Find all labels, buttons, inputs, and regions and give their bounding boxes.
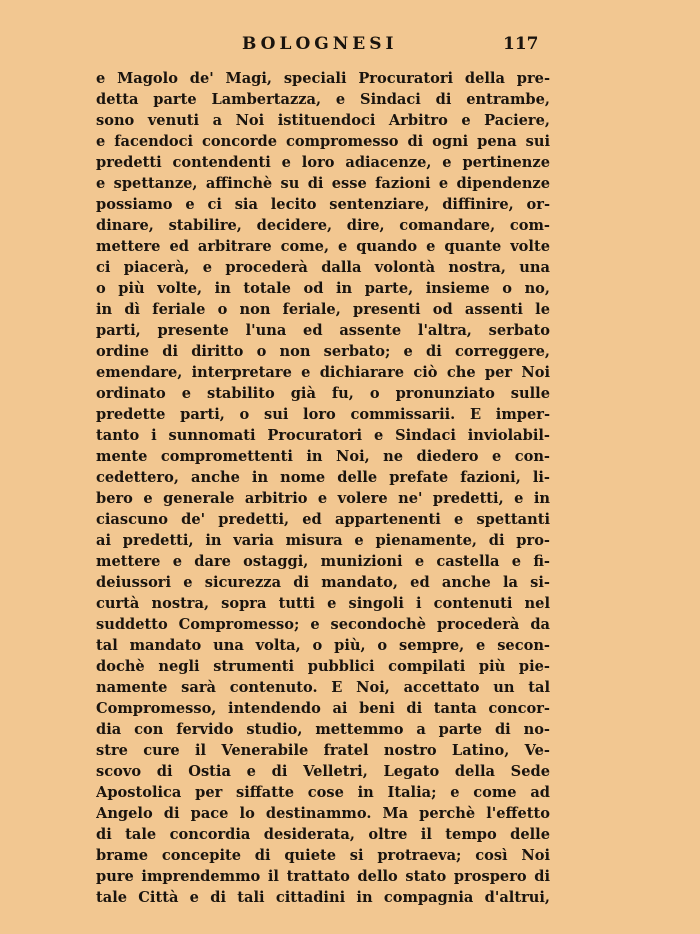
text-line: stre cure il Venerabile fratel nostro Latino, Ve- (96, 742, 550, 759)
text-line: bero e generale arbitrio e volere ne' predetti, e in (96, 490, 550, 507)
text-line: predetti contendenti e loro adiacenze, e pertinenze (96, 154, 550, 171)
text-line: mettere ed arbitrare come, e quando e quante volte (96, 238, 550, 255)
page-number: 117 (503, 34, 539, 54)
text-line: parti, presente l'una ed assente l'altra, serbato (96, 322, 550, 339)
text-line: dochè negli strumenti pubblici compilati più pie- (96, 658, 550, 675)
text-line: ci piacerà, e procederà dalla volontà nostra, una (96, 259, 550, 276)
text-line: detta parte Lambertazza, e Sindaci di entrambe, (96, 91, 550, 108)
text-line: tale Città e di tali cittadini in compagnia d'altrui, (96, 889, 550, 906)
text-line: dia con fervido studio, mettemmo a parte di no- (96, 721, 550, 738)
text-line: di tale concordia desiderata, oltre il tempo delle (96, 826, 550, 843)
text-line: mente compromettenti in Noi, ne diedero e con- (96, 448, 550, 465)
text-line: ai predetti, in varia misura e pienamente, di pro- (96, 532, 550, 549)
text-line: pure imprendemmo il trattato dello stato prospero di (96, 868, 550, 885)
text-line: predette parti, o sui loro commissarii. E imper- (96, 406, 550, 423)
text-line: o più volte, in totale od in parte, insieme o no, (96, 280, 550, 297)
text-line: ordinato e stabilito già fu, o pronunziato sulle (96, 385, 550, 402)
text-line: cedettero, anche in nome delle prefate fazioni, li- (96, 469, 550, 486)
running-title: BOLOGNESI (242, 34, 398, 54)
text-line: scovo di Ostia e di Velletri, Legato della Sede (96, 763, 550, 780)
text-line: ciascuno de' predetti, ed appartenenti e spettanti (96, 511, 550, 528)
text-line: suddetto Compromesso; e secondochè procederà da (96, 616, 550, 633)
text-line: tal mandato una volta, o più, o sempre, e secon- (96, 637, 550, 654)
text-line: sono venuti a Noi istituendoci Arbitro e Paciere, (96, 112, 550, 129)
text-line: e spettanze, affinchè su di esse fazioni e dipendenze (96, 175, 550, 192)
text-line: Angelo di pace lo destinammo. Ma perchè l'effetto (96, 805, 550, 822)
text-line: emendare, interpretare e dichiarare ciò che per Noi (96, 364, 550, 381)
text-line: possiamo e ci sia lecito sentenziare, diffinire, or- (96, 196, 550, 213)
text-line: in dì feriale o non feriale, presenti od assenti le (96, 301, 550, 318)
text-line: deiussori e sicurezza di mandato, ed anche la si- (96, 574, 550, 591)
body-text (96, 68, 550, 908)
text-line: curtà nostra, sopra tutti e singoli i contenuti nel (96, 595, 550, 612)
text-line: brame concepite di quiete si protraeva; così Noi (96, 847, 550, 864)
text-line: tanto i sunnomati Procuratori e Sindaci inviolabil- (96, 427, 550, 444)
text-line: e Magolo de' Magi, speciali Procuratori della pre- (96, 70, 550, 87)
text-line: Compromesso, intendendo ai beni di tanta concor- (96, 700, 550, 717)
text-line: namente sarà contenuto. E Noi, accettato un tal (96, 679, 550, 696)
text-line: ordine di diritto o non serbato; e di correggere, (96, 343, 550, 360)
text-line: dinare, stabilire, decidere, dire, comandare, com- (96, 217, 550, 234)
text-line: e facendoci concorde compromesso di ogni pena sui (96, 133, 550, 150)
text-line: Apostolica per siffatte cose in Italia; e come ad (96, 784, 550, 801)
running-head (0, 34, 700, 58)
text-line: mettere e dare ostaggi, munizioni e castella e fi- (96, 553, 550, 570)
